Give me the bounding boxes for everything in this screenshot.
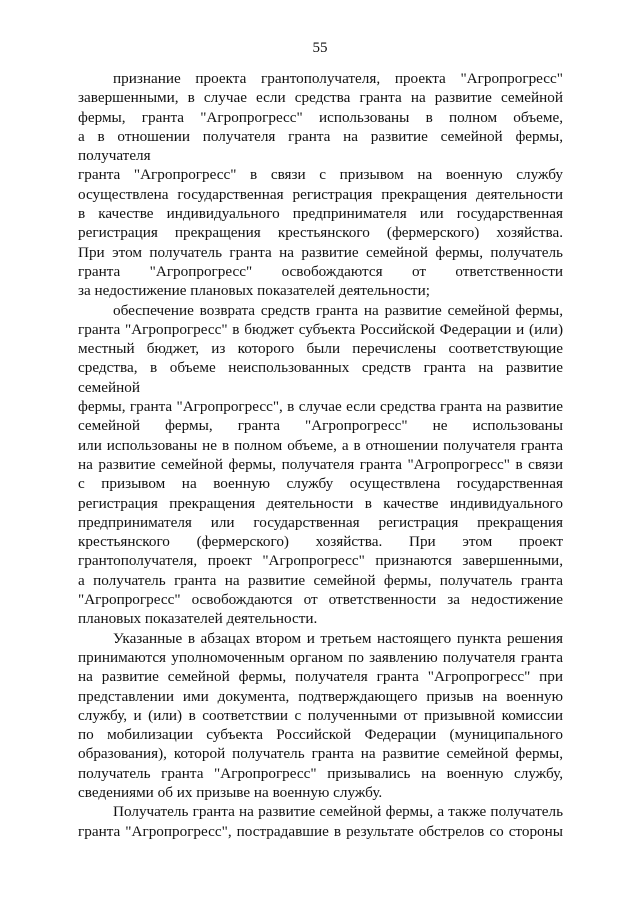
text-line: или использованы не в полном объеме, а в отношении получателя гранта — [78, 436, 563, 454]
text-line: Указанные в абзацах втором и третьем настоящего пункта решения — [113, 629, 563, 647]
text-line: службу, и (или) в соответствии с полученными от призывной комиссии — [78, 706, 563, 724]
text-line: местный бюджет, из которого были перечислены соответствующие — [78, 340, 563, 358]
text-line: "Агропрогресс" освобождаются от ответственности за недостижение — [78, 591, 563, 609]
text-line: обеспечение возврата средств гранта на развитие семейной фермы, — [113, 301, 563, 319]
text-line: завершенными, в случае если средства гранта на развитие семейной — [78, 89, 563, 107]
text-line: регистрация прекращения крестьянского (фермерского) хозяйства. — [78, 224, 563, 242]
text-line: грантополучателя, проект "Агропрогресс" признаются завершенными, — [78, 552, 563, 570]
text-line: на развитие семейной фермы, получателя гранта "Агропрогресс" при — [78, 668, 563, 686]
text-line: за недостижение плановых показателей деятельности; — [78, 282, 430, 300]
text-line: принимаются уполномоченным органом по заявлению получателя гранта — [78, 648, 563, 666]
text-line: образования), которой получатель гранта на развитие семейной фермы, — [78, 745, 563, 763]
text-line: регистрация прекращения деятельности в качестве индивидуального — [78, 494, 563, 512]
text-line: в качестве индивидуального предпринимателя или государственная — [78, 205, 563, 223]
text-line: гранта "Агропрогресс", пострадавшие в результате обстрелов со стороны — [78, 822, 563, 840]
paragraph-decisions — [78, 629, 563, 803]
text-line: получатель гранта "Агропрогресс" призывались на военную службу, — [78, 764, 563, 782]
text-line: с призывом на военную службу осуществлена государственная — [78, 475, 563, 493]
text-line: а в отношении получателя гранта на развитие семейной фермы, получателя — [78, 127, 563, 165]
document-body — [78, 69, 563, 841]
text-line: гранта "Агропрогресс" в связи с призывом на военную службу — [78, 166, 563, 184]
text-line: осуществлена государственная регистрация прекращения деятельности — [78, 185, 563, 203]
text-line: средства, в объеме неиспользованных средств гранта на развитие семейной — [78, 359, 563, 396]
text-line: признание проекта грантополучателя, проекта "Агропрогресс" — [113, 70, 563, 87]
text-line: фермы, гранта "Агропрогресс" использованы в полном объеме, — [78, 108, 563, 126]
text-line: крестьянского (фермерского) хозяйства. При этом проект — [78, 533, 563, 551]
text-line: на развитие семейной фермы, получателя гранта "Агропрогресс" в связи — [78, 455, 563, 473]
text-line: семейной фермы, гранта "Агропрогресс" не использованы — [78, 417, 563, 435]
text-line: а получатель гранта на развитие семейной фермы, получатель гранта — [78, 571, 563, 589]
paragraph-completion-recognition — [78, 69, 563, 301]
page-number: 55 — [312, 40, 328, 56]
text-line: фермы, гранта "Агропрогресс", в случае если средства гранта на развитие — [78, 398, 563, 416]
paragraph-shelling-victims — [78, 802, 563, 841]
paragraph-funds-return — [78, 301, 563, 629]
text-line: плановых показателей деятельности. — [78, 610, 318, 628]
text-line: представлении ими документа, подтверждающего призыв на военную — [78, 687, 563, 705]
text-line: При этом получатель гранта на развитие семейной фермы, получатель — [78, 243, 563, 261]
text-line: предпринимателя или государственная регистрация прекращения — [78, 513, 563, 531]
text-line: по мобилизации субъекта Российской Федерации (муниципального — [78, 726, 563, 744]
text-line: гранта "Агропрогресс" освобождаются от ответственности — [78, 262, 563, 280]
text-line: сведениями об их призыве на военную службу. — [78, 783, 383, 801]
text-line: Получатель гранта на развитие семейной фермы, а также получатель — [113, 803, 563, 821]
text-line: гранта "Агропрогресс" в бюджет субъекта Российской Федерации и (или) — [78, 320, 563, 338]
